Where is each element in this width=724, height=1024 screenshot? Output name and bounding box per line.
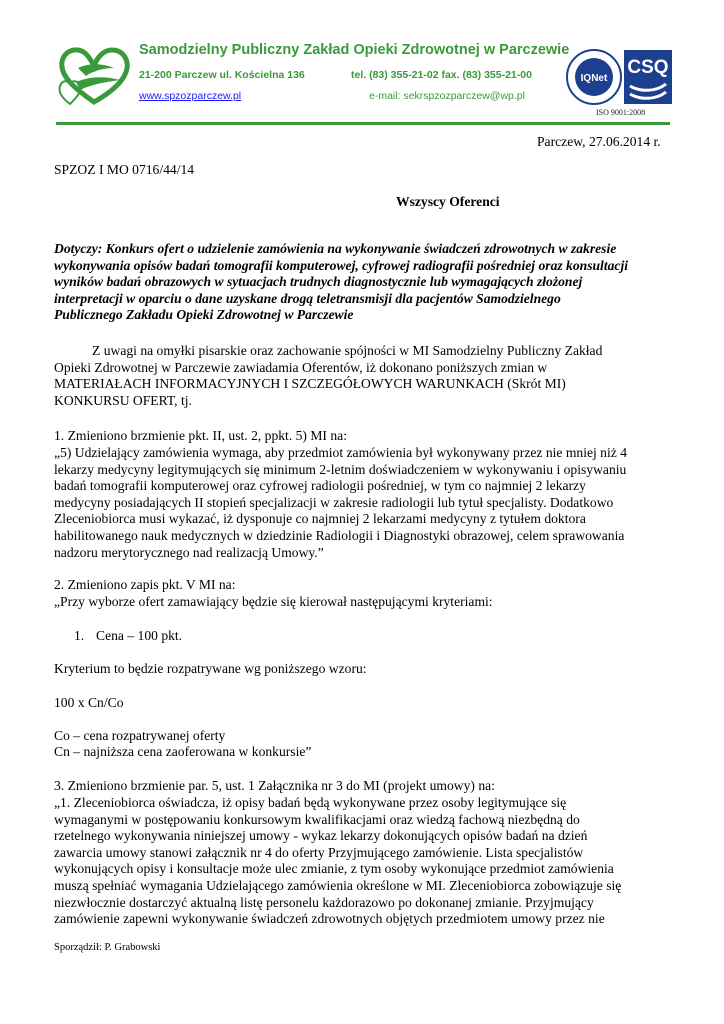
change-3-heading: 3. Zmieniono brzmienie par. 5, ust. 1 Załącznika nr 3 do MI (projekt umowy) na: [54, 778, 495, 793]
co-definition: Co – cena rozpatrywanej oferty [54, 728, 226, 743]
change-1-line: „5) Udzielający zamówienia wymaga, aby przedmiot zamówienia był wykonywany przez nie mniej niż 4 [54, 445, 627, 460]
criterion-text: Cena – 100 pkt. [96, 628, 183, 643]
intro-paragraph [54, 343, 670, 409]
formula: 100 x Cn/Co [54, 695, 124, 710]
reference-number: SPZOZ I MO 0716/44/14 [54, 162, 195, 177]
prepared-by: Sporządził: P. Grabowski [54, 942, 161, 953]
intro-line: KONKURSU OFERT, tj. [54, 392, 192, 408]
heart-logo-icon [56, 42, 132, 110]
change-3-line: niezwłocznie dostarczyć aktualną listę personelu każdorazowo po dokonanej zmianie. Przyjmujący [54, 894, 594, 910]
change-1-line: habilitowanego nauk medycznych w dziedzinie Radiologii i Diagnostyki obrazowej, celem sprawowania [54, 527, 625, 543]
addressee: Wszyscy Oferenci [396, 194, 500, 209]
institution-phone-fax: tel. (83) 355-21-02 fax. (83) 355-21-00 [351, 69, 532, 81]
change-1-line: Zleceniobiorca musi wykazać, iż dysponuje co najmniej 2 lekarzami medycyny z tytułem doktora [54, 511, 586, 527]
subject-paragraph [54, 241, 670, 324]
change-1-heading: 1. Zmieniono brzmienie pkt. II, ust. 2, ppkt. 5) MI na: [54, 428, 347, 443]
subject-line: Publicznego Zakładu Opieki Zdrowotnej w Parczewie [54, 307, 354, 323]
change-3-line: muszą spełniać wymagania Udzielającego zamówienia określone w MI. Zleceniobiorca zobowiązuje się [54, 877, 622, 893]
intro-line: Z uwagi na omyłki pisarskie oraz zachowanie spójności w MI Samodzielny Publiczny Zakład [92, 343, 603, 358]
institution-email: e-mail: sekrspzozparczew@wp.pl [369, 90, 525, 102]
change-3-line: zamówienie zapewni wykonywanie świadczeń zdrowotnych objętych przedmiotem umowy przez nie [54, 911, 605, 927]
change-2-body: „Przy wyborze ofert zamawiający będzie się kierował następującymi kryteriami: [54, 594, 493, 609]
subject-line: interpretacji w oparciu o dane uzyskane drogą teletransmisji dla pacjentów Samodzielnego [54, 290, 561, 306]
criterion-item [74, 628, 182, 645]
change-1-body [54, 445, 670, 561]
institution-address: 21-200 Parczew ul. Kościelna 136 [139, 69, 305, 81]
change-3-line: wymaganymi w postępowaniu konkursowym kwalifikacjami oraz wiedzą fachową niezbędną do [54, 811, 580, 827]
place-date: Parczew, 27.06.2014 r. [537, 134, 661, 149]
certification-logo-icon [566, 46, 674, 108]
iso-label: ISO 9001:2008 [596, 108, 646, 117]
change-2-heading: 2. Zmieniono zapis pkt. V MI na: [54, 577, 236, 592]
subject-line: wyników badań obrazowych w sytuacjach trudnych diagnostycznie lub wymagających złożonej [54, 274, 583, 290]
change-3-body [54, 795, 670, 928]
change-1-line: badań tomografii komputerowej oraz cyfrowej radiologii pośredniej, w tym co najmniej 2 lekarzy [54, 478, 586, 494]
subject-line: Dotyczy: Konkurs ofert o udzielenie zamówienia na wykonywanie świadczeń zdrowotnych w zakresie [54, 241, 617, 256]
intro-line: Opieki Zdrowotnej w Parczewie zawiadamia Oferentów, iż dokonano poniższych zmian w [54, 359, 548, 375]
website-link[interactable]: www.spzozparczew.pl [139, 90, 242, 102]
change-1-line: medycyny posiadających II stopień specjalizacji w zakresie radiologii lub tytuł specjalisty. Dodatkowo [54, 494, 614, 510]
cn-definition: Cn – najniższa cena zaoferowana w konkursie” [54, 744, 312, 759]
intro-line: MATERIAŁACH INFORMACYJNYCH I SZCZEGÓŁOWYCH WARUNKACH (Skrót MI) [54, 376, 566, 392]
change-1-line: nadzoru merytorycznego nad realizacją Umowy.” [54, 544, 324, 560]
change-1-line: lekarzy medycyny legitymujących się minimum 2-letnim doświadczeniem w wykonywaniu i opisywaniu [54, 461, 627, 477]
header-divider [56, 122, 670, 125]
change-3-line: rzetelnego wykonywania niniejszej umowy - wykaz lekarzy dokonujących opisów badań na dzień [54, 828, 588, 844]
change-3-line: zawarcia umowy stanowi załącznik nr 4 do oferty Przyjmującego zamówienie. Lista specjalistów [54, 844, 584, 860]
subject-line: wykonywania opisów badań tomografii komputerowej, cyfrowej radiografii pośredniej oraz konsultacji [54, 257, 628, 273]
formula-intro: Kryterium to będzie rozpatrywane wg poniższego wzoru: [54, 661, 367, 676]
change-3-line: wykonujących opisy i konsultacje może ulec zmianie, z tym osoby wykonujące przedmiot zamówienia [54, 861, 614, 877]
cert-iqnet-text: IQNet [580, 73, 608, 84]
change-3-line: „1. Zleceniobiorca oświadcza, iż opisy badań będą wykonywane przez osoby legitymujące się [54, 795, 567, 810]
cert-csq-text: CSQ [627, 57, 669, 78]
institution-name: Samodzielny Publiczny Zakład Opieki Zdrowotnej w Parczewie [139, 42, 570, 58]
criterion-number: 1. [74, 628, 85, 643]
